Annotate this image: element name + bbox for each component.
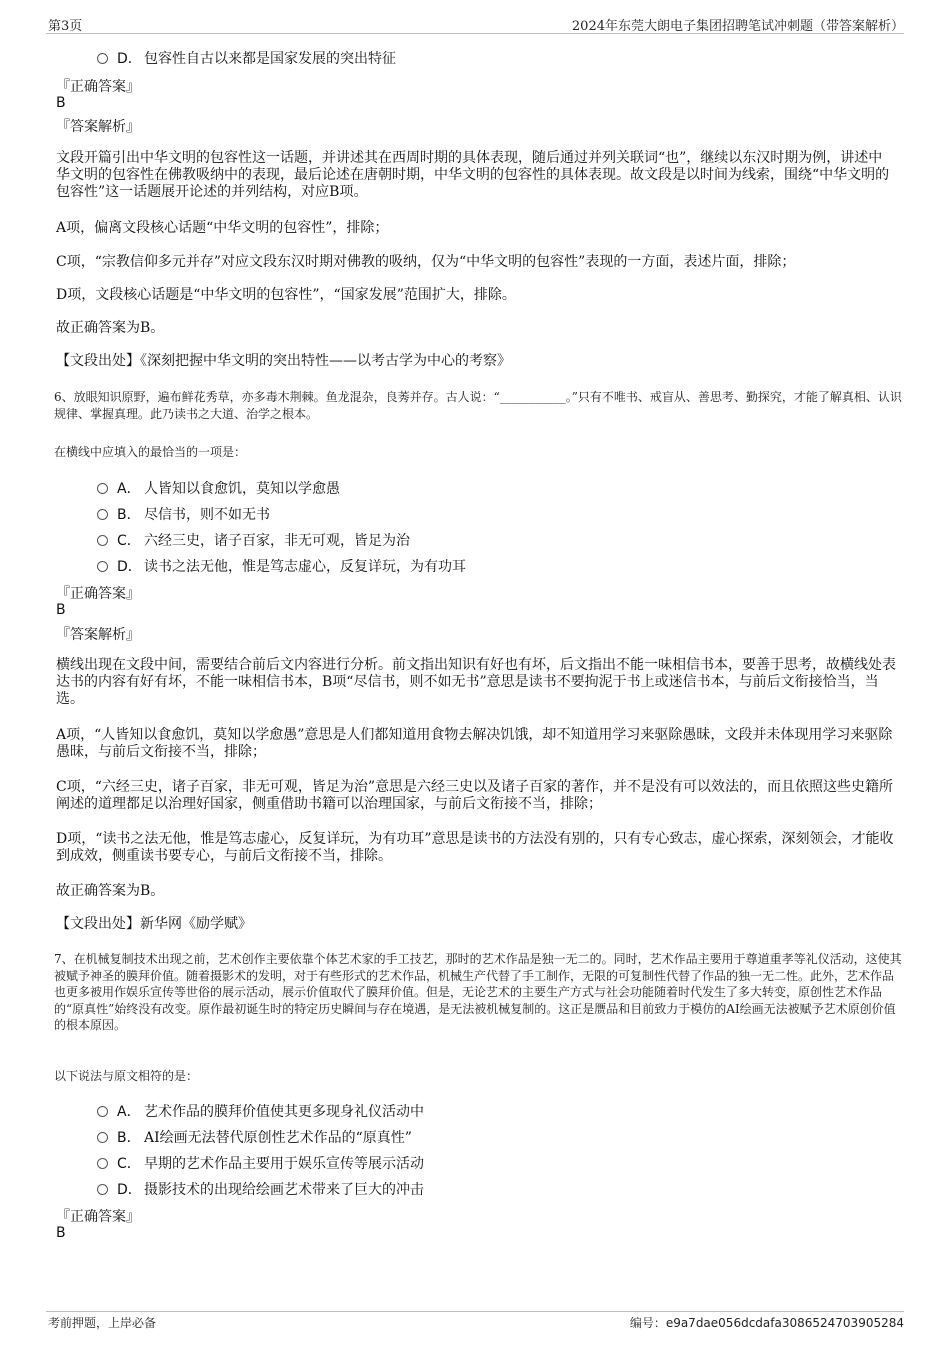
q5-source: 【文段出处】《深刻把握中华文明的突出特性——以考古学为中心的考察》 xyxy=(56,353,511,369)
q5-analysis-paragraph: D项，文段核心话题是“中华文明的包容性”，“国家发展”范围扩大，排除。 xyxy=(56,287,516,303)
document-title: 2024年东莞大朗电子集团招聘笔试冲刺题（带答案解析） xyxy=(571,19,904,34)
q5-analysis-paragraph: A项，偏离文段核心话题“中华文明的包容性”，排除； xyxy=(56,220,389,236)
q5-conclusion: 故正确答案为B。 xyxy=(56,320,165,336)
q7-option-b[interactable]: B． AI绘画无法替代原创性艺术作品的“原真性” xyxy=(97,1127,412,1147)
q6-option-a[interactable]: A． 人皆知以食愈饥，莫知以学愈愚 xyxy=(97,478,340,498)
radio-icon[interactable] xyxy=(97,1132,108,1143)
radio-icon[interactable] xyxy=(97,509,108,520)
q5-answer-label: 『正确答案』 xyxy=(56,79,140,95)
q6-analysis-paragraph: A项，“人皆知以食愈饥，莫知以学愈愚”意思是人们都知道用食物去解决饥饿，却不知道用学习来驱除愚昧，文段并未体现用学习来驱除愚昧，与前后文衔接不当，排除； xyxy=(56,727,893,760)
q7-option-d[interactable]: D． 摄影技术的出现给绘画艺术带来了巨大的冲击 xyxy=(97,1179,424,1199)
q5-answer: B xyxy=(56,95,66,111)
q5-analysis-paragraph: C项，“宗教信仰多元并存”对应文段东汉时期对佛教的吸纳，仅为“中华文明的包容性”表现的一方面，表述片面，排除； xyxy=(56,254,796,270)
q6-option-c[interactable]: C． 六经三史，诸子百家，非无可观，皆足为治 xyxy=(97,530,410,550)
header-divider xyxy=(46,33,904,34)
q7-prompt: 以下说法与原文相符的是： xyxy=(54,1069,199,1083)
q6-stem: 6、放眼知识原野，遍布鲜花秀草，亦多毒木荆棘。鱼龙混杂，良莠并存。古人说：“___________。”只有不唯书、戒盲从、善思考、勤探究，才能了解真相、认识规律、掌握真理。此乃读书之大道、治学之根本。 xyxy=(54,390,902,421)
page-number: 第3页 xyxy=(48,19,83,34)
q6-source: 【文段出处】新华网《励学赋》 xyxy=(56,916,252,932)
radio-icon[interactable] xyxy=(97,53,108,64)
footer-slogan: 考前押题，上岸必备 xyxy=(48,1316,157,1330)
radio-icon[interactable] xyxy=(97,1184,108,1195)
page-header xyxy=(48,15,904,33)
radio-icon[interactable] xyxy=(97,561,108,572)
q6-option-d[interactable]: D． 读书之法无他，惟是笃志虚心，反复详玩，为有功耳 xyxy=(97,556,466,576)
radio-icon[interactable] xyxy=(97,483,108,494)
q6-analysis-paragraph: 横线出现在文段中间，需要结合前后文内容进行分析。前文指出知识有好也有坏，后文指出不能一味相信书本，要善于思考，故横线处表达书的内容有好有坏，不能一味相信书本，B项“尽信书，则不如无书”意思是读书不要拘泥于书上或迷信书本，与前后文衔接恰当，当选。 xyxy=(56,657,896,707)
q6-analysis-paragraph: D项，“读书之法无他，惟是笃志虚心，反复详玩，为有功耳”意思是读书的方法没有别的，只有专心致志，虚心探索，深刻领会，才能收到成效，侧重读书要专心，与前后文衔接不当，排除。 xyxy=(56,831,894,864)
radio-icon[interactable] xyxy=(97,535,108,546)
q7-option-c[interactable]: C． 早期的艺术作品主要用于娱乐宣传等展示活动 xyxy=(97,1153,424,1173)
q6-answer-label: 『正确答案』 xyxy=(56,586,140,602)
q7-stem: 7、在机械复制技术出现之前，艺术创作主要依靠个体艺术家的手工技艺，那时的艺术作品是独一无二的。同时，艺术作品主要用于尊道重孝等礼仪活动，这使其被赋予神圣的膜拜价值。随着摄影术的发明，对于有些形式的艺术作品，机械生产代替了手工制作，无限的可复制性代替了作品的独一无二性。此外，艺术作品也更多被用作娱乐宣传等世俗的展示活动，展示价值取代了膜拜价值。但是，无论艺术的主要生产方式与社会功能随着时代发生了多大转变，原创性艺术作品的“原真性”始终没有改变。原作最初诞生时的特定历史瞬间与存在境遇，是无法被机械复制的。这正是赝品和目前致力于模仿的AI绘画无法被赋予艺术原创价值的根本原因。 xyxy=(54,952,902,1032)
q6-analysis-paragraph: C项，“六经三史，诸子百家，非无可观，皆足为治”意思是六经三史以及诸子百家的著作，并不是没有可以效法的，而且依照这些史籍所阐述的道理都足以治理好国家，侧重借助书籍可以治理国家，与前后文衔接不当，排除； xyxy=(56,779,894,812)
q6-option-b[interactable]: B． 尽信书，则不如无书 xyxy=(97,504,270,524)
radio-icon[interactable] xyxy=(97,1158,108,1169)
q5-option-d[interactable]: D． 包容性自古以来都是国家发展的突出特征 xyxy=(97,48,396,68)
q7-answer: B xyxy=(56,1225,66,1241)
q6-analysis-label: 『答案解析』 xyxy=(56,627,140,643)
radio-icon[interactable] xyxy=(97,1106,108,1117)
document-id: 编号：e9a7dae056dcdafa3086524703905284 xyxy=(629,1316,904,1330)
q5-analysis-label: 『答案解析』 xyxy=(56,119,140,135)
q6-prompt: 在横线中应填入的最恰当的一项是： xyxy=(54,445,247,459)
q7-answer-label: 『正确答案』 xyxy=(56,1209,140,1225)
footer-divider xyxy=(46,1311,904,1312)
q7-option-a[interactable]: A． 艺术作品的膜拜价值使其更多现身礼仪活动中 xyxy=(97,1101,424,1121)
q6-answer: B xyxy=(56,602,66,618)
q6-conclusion: 故正确答案为B。 xyxy=(56,883,165,899)
q5-analysis-paragraph: 文段开篇引出中华文明的包容性这一话题，并讲述其在西周时期的具体表现，随后通过并列关联词“也”，继续以东汉时期为例，讲述中华文明的包容性在佛教吸纳中的表现，最后论述在唐朝时期，中华文明的包容性的具体表现。故文段是以时间为线索，围绕“中华文明的包容性”这一话题展开论述的并列结构，对应B项。 xyxy=(56,150,890,200)
